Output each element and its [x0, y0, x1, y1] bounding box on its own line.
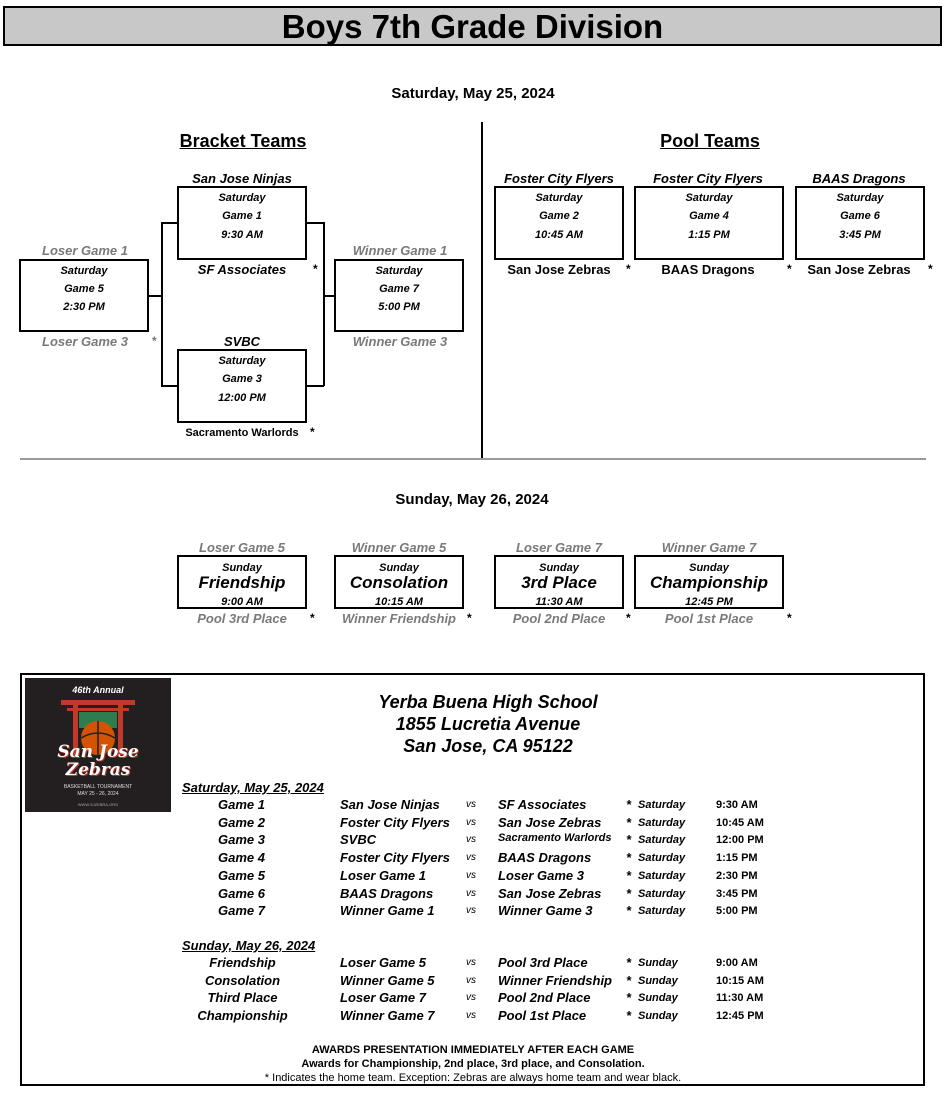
- section-divider-horizontal: [20, 458, 926, 460]
- schedule-home-star: *: [626, 850, 632, 866]
- game1-label: Game 1: [222, 210, 262, 222]
- venue-city: San Jose, CA 95122: [403, 736, 573, 756]
- schedule-vs: vs: [466, 869, 476, 881]
- schedule-time: 12:45 PM: [716, 1010, 764, 1023]
- game5-label: Game 5: [64, 283, 104, 295]
- game4-day: Saturday: [685, 192, 733, 204]
- schedule-time: 2:30 PM: [716, 869, 758, 882]
- schedule-day: Saturday: [638, 905, 686, 918]
- sunday-game-bottom-team: Pool 1st Place: [664, 611, 754, 626]
- schedule-away-team: Pool 1st Place: [498, 1008, 587, 1024]
- game1-top-team: San Jose Ninjas: [192, 171, 292, 186]
- sunday-home-star: *: [626, 611, 631, 625]
- game3-time: 12:00 PM: [218, 392, 266, 404]
- schedule-time: 3:45 PM: [716, 887, 758, 900]
- game5-top-team: Loser Game 1: [42, 243, 128, 258]
- schedule-game: Game 3: [218, 832, 265, 848]
- sunday-game-top-team: Loser Game 7: [516, 540, 602, 555]
- game6-label: Game 6: [840, 210, 880, 222]
- bracket-line: [307, 385, 324, 387]
- game6-box: [795, 186, 925, 260]
- game3-day: Saturday: [218, 355, 266, 367]
- saturday-date: Saturday, May 25, 2024: [391, 85, 555, 102]
- schedule-home-team: Winner Game 1: [340, 903, 435, 919]
- game5-home-star: *: [152, 334, 157, 348]
- game7-day: Saturday: [375, 265, 423, 277]
- sunday-date: Sunday, May 26, 2024: [395, 491, 549, 508]
- schedule-time: 10:15 AM: [716, 974, 764, 987]
- sunday-home-star: *: [467, 611, 472, 625]
- schedule-home-star: *: [626, 972, 632, 988]
- schedule-away-team: SF Associates: [498, 797, 587, 812]
- game5-box: [19, 259, 149, 332]
- schedule-home-star: *: [626, 955, 632, 970]
- sunday-game-name: Consolation: [349, 573, 449, 592]
- game7-box: [334, 259, 464, 332]
- schedule-vs: vs: [466, 957, 476, 968]
- logo-name-line1: San Jose: [57, 742, 139, 762]
- schedule-game: Game 1: [218, 797, 265, 812]
- consolation-box: [334, 555, 464, 609]
- schedule-game: Third Place: [207, 990, 278, 1006]
- venue-street: 1855 Lucretia Avenue: [395, 714, 581, 734]
- game1-box: [177, 186, 307, 260]
- sunday-game-top-team: Winner Game 7: [661, 540, 757, 555]
- schedule-vs: vs: [466, 834, 476, 846]
- division-title: Boys 7th Grade Division: [3, 6, 942, 46]
- bracket-line: [323, 222, 325, 386]
- home-team-note: * Indicates the home team. Exception: Zebras are always home team and wear black.: [264, 1072, 682, 1084]
- schedule-day: Sunday: [638, 957, 678, 969]
- logo-url: WWW.SJZEBRA.ORG: [77, 802, 119, 807]
- schedule-game: Game 7: [218, 903, 265, 919]
- sunday-home-star: *: [787, 611, 792, 625]
- sunday-game-bottom-team: Pool 3rd Place: [197, 611, 287, 626]
- game1-time: 9:30 AM: [221, 229, 263, 241]
- schedule-vs: vs: [466, 992, 476, 1004]
- game2-time: 10:45 AM: [535, 229, 583, 241]
- bracket-line: [323, 295, 334, 297]
- schedule-time: 10:45 AM: [716, 816, 764, 829]
- schedule-home-team: Foster City Flyers: [340, 814, 450, 830]
- schedule-home-star: *: [626, 814, 632, 830]
- schedule-home-team: San Jose Ninjas: [340, 797, 440, 812]
- schedule-away-team: Pool 3rd Place: [498, 955, 588, 970]
- sunday-game-day: Sunday: [539, 562, 579, 574]
- sunday-game-time: 12:45 PM: [685, 596, 733, 608]
- schedule-home-star: *: [626, 990, 632, 1006]
- sunday-game-bottom-team: Winner Friendship: [342, 611, 456, 626]
- schedule-saturday-heading: Saturday, May 25, 2024: [182, 780, 324, 795]
- bracket-line: [161, 222, 163, 386]
- schedule-vs: vs: [466, 816, 476, 828]
- schedule-home-star: *: [626, 1008, 632, 1024]
- schedule-day: Saturday: [638, 834, 686, 847]
- schedule-away-team: Winner Friendship: [498, 972, 612, 988]
- schedule-home-team: Foster City Flyers: [340, 850, 450, 866]
- sunday-game-name: 3rd Place: [521, 573, 597, 592]
- schedule-home-team: Winner Game 5: [340, 972, 435, 988]
- schedule-away-team: Winner Game 3: [498, 903, 593, 919]
- schedule-home-team: Loser Game 5: [340, 955, 426, 970]
- schedule-vs: vs: [466, 799, 476, 810]
- schedule-game: Game 2: [218, 814, 265, 830]
- game5-day: Saturday: [60, 265, 108, 277]
- awards-detail: Awards for Championship, 2nd place, 3rd place, and Consolation.: [301, 1058, 645, 1070]
- schedule-day: Saturday: [638, 816, 686, 829]
- sunday-game-top-team: Loser Game 5: [199, 540, 285, 555]
- schedule-vs: vs: [466, 852, 476, 864]
- schedule-time: 11:30 AM: [716, 992, 764, 1005]
- game6-home-star: *: [928, 262, 933, 276]
- game7-top-team: Winner Game 1: [352, 243, 448, 258]
- schedule-home-team: BAAS Dragons: [340, 885, 434, 901]
- game7-time: 5:00 PM: [378, 301, 420, 313]
- game3-bottom-team: Sacramento Warlords: [185, 427, 299, 439]
- logo-name-line2: Zebras: [65, 760, 131, 780]
- schedule-day: Saturday: [638, 852, 686, 865]
- schedule-game: Consolation: [204, 972, 281, 988]
- schedule-away-team: San Jose Zebras: [498, 885, 602, 901]
- game6-day: Saturday: [836, 192, 884, 204]
- logo-dates: MAY 25 - 26, 2024: [77, 791, 119, 797]
- sunday-game-day: Sunday: [689, 562, 729, 574]
- schedule-vs: vs: [466, 1010, 476, 1022]
- game4-home-star: *: [787, 262, 792, 276]
- game2-box: [494, 186, 624, 260]
- game7-label: Game 7: [379, 283, 419, 295]
- game6-bottom-team: San Jose Zebras: [807, 262, 911, 277]
- bracket-line: [307, 222, 324, 224]
- bracket-teams-heading: Bracket Teams: [179, 131, 307, 151]
- schedule-time: 5:00 PM: [716, 905, 758, 918]
- schedule-vs: vs: [466, 974, 476, 986]
- schedule-day: Sunday: [638, 974, 678, 987]
- schedule-game: Game 6: [218, 885, 265, 901]
- schedule-game: Championship: [197, 1008, 288, 1024]
- game1-bottom-team: SF Associates: [197, 262, 287, 277]
- schedule-day: Sunday: [638, 992, 678, 1005]
- schedule-sunday-heading: Sunday, May 26, 2024: [182, 938, 316, 953]
- sunday-game-time: 9:00 AM: [221, 596, 263, 608]
- schedule-time: 9:00 AM: [716, 957, 758, 969]
- game4-time: 1:15 PM: [688, 229, 730, 241]
- bracket-line: [161, 222, 177, 224]
- game6-top-team: BAAS Dragons: [812, 171, 906, 186]
- logo-annual: 46th Annual: [72, 685, 124, 695]
- sunday-game-time: 11:30 AM: [535, 596, 583, 608]
- sunday-home-star: *: [310, 611, 315, 625]
- schedule-time: 12:00 PM: [716, 834, 764, 847]
- logo-underline: [25, 807, 171, 812]
- friendship-box: [177, 555, 307, 609]
- schedule-game: Game 5: [218, 867, 265, 883]
- game3-label: Game 3: [222, 373, 262, 385]
- sunday-game-name: Championship: [649, 573, 769, 592]
- tournament-logo: [25, 678, 171, 812]
- game4-label: Game 4: [689, 210, 729, 222]
- schedule-away-team: Loser Game 3: [498, 867, 584, 883]
- schedule-game: Game 4: [218, 850, 265, 866]
- schedule-home-team: Loser Game 1: [340, 867, 426, 883]
- pool-teams-heading: Pool Teams: [660, 131, 760, 151]
- schedule-away-team: BAAS Dragons: [498, 850, 592, 866]
- schedule-home-star: *: [626, 832, 632, 848]
- schedule-game: Friendship: [209, 955, 276, 970]
- game2-home-star: *: [626, 262, 631, 276]
- schedule-home-star: *: [626, 867, 632, 883]
- schedule-time: 1:15 PM: [716, 852, 758, 865]
- schedule-day: Saturday: [638, 869, 686, 882]
- schedule-away-team: San Jose Zebras: [498, 814, 602, 830]
- schedule-time: 9:30 AM: [716, 799, 758, 811]
- schedule-home-team: SVBC: [340, 832, 377, 848]
- schedule-home-star: *: [626, 885, 632, 901]
- game2-label: Game 2: [539, 210, 579, 222]
- schedule-day: Saturday: [638, 887, 686, 900]
- schedule-home-star: *: [626, 797, 632, 812]
- schedule-day: Saturday: [638, 799, 686, 811]
- sunday-game-bottom-team: Pool 2nd Place: [512, 611, 606, 626]
- schedule-home-team: Winner Game 7: [340, 1008, 435, 1024]
- section-divider-vertical: [481, 122, 483, 459]
- game2-bottom-team: San Jose Zebras: [507, 262, 611, 277]
- game5-bottom-team: Loser Game 3: [42, 334, 128, 349]
- game1-day: Saturday: [218, 192, 266, 204]
- sunday-game-top-team: Winner Game 5: [351, 540, 447, 555]
- game7-bottom-team: Winner Game 3: [352, 334, 448, 349]
- game4-box: [634, 186, 784, 260]
- schedule-day: Sunday: [638, 1010, 678, 1023]
- game4-bottom-team: BAAS Dragons: [661, 262, 755, 277]
- game1-home-star: *: [313, 262, 318, 276]
- venue-name: Yerba Buena High School: [378, 692, 598, 712]
- game5-time: 2:30 PM: [63, 301, 105, 313]
- game3-box: [177, 349, 307, 423]
- sunday-game-time: 10:15 AM: [375, 596, 423, 608]
- game3-home-star: *: [310, 425, 315, 439]
- schedule-vs: vs: [466, 887, 476, 899]
- sunday-game-day: Sunday: [222, 562, 262, 574]
- schedule-away-team: Pool 2nd Place: [498, 990, 591, 1006]
- bracket-line: [161, 385, 177, 387]
- game4-top-team: Foster City Flyers: [653, 171, 763, 186]
- third-place-box: [494, 555, 624, 609]
- game6-time: 3:45 PM: [839, 229, 881, 241]
- logo-subtitle: BASKETBALL TOURNAMENT: [63, 784, 133, 790]
- game2-day: Saturday: [535, 192, 583, 204]
- schedule-home-team: Loser Game 7: [340, 990, 426, 1006]
- schedule-vs: vs: [466, 905, 476, 917]
- championship-box: [634, 555, 784, 609]
- sunday-game-name: Friendship: [198, 573, 286, 592]
- bracket-line: [149, 295, 162, 297]
- awards-notice: AWARDS PRESENTATION IMMEDIATELY AFTER EACH GAME: [311, 1044, 635, 1056]
- schedule-away-team: Sacramento Warlords: [498, 832, 612, 845]
- game3-top-team: SVBC: [223, 334, 261, 349]
- schedule-home-star: *: [626, 903, 632, 919]
- game2-top-team: Foster City Flyers: [504, 171, 614, 186]
- sunday-game-day: Sunday: [379, 562, 419, 574]
